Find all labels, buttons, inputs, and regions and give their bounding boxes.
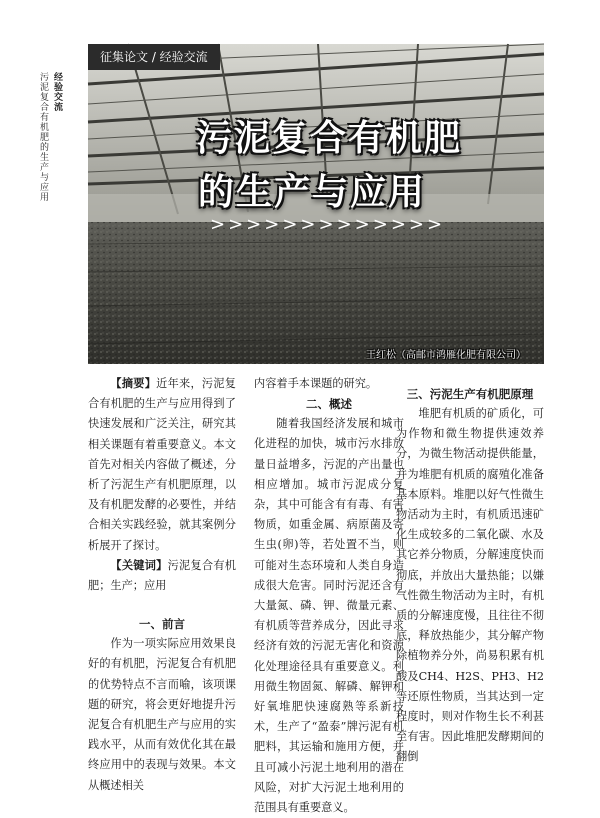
- abstract-label: 【摘要】: [110, 377, 157, 390]
- keywords-label: 【关键词】: [110, 558, 168, 572]
- category-tag: 征集论文 / 经验交流: [88, 44, 220, 70]
- text-column-2: [254, 374, 404, 818]
- section-heading-overview: 二、概述: [306, 397, 352, 412]
- section-heading-intro: 一、前言: [139, 617, 185, 632]
- abstract-text: 近年来，污泥复合有机肥的生产与应用得到了快速发展和广泛关注，研究其相关课题有着重要意义。本文首先对相关内容做了概述，分析了污泥生产有机肥原理，以及有机肥发酵的必要性，并结合相关实践经验，就其案例分析展开了探讨。: [88, 377, 236, 552]
- hero-image: [88, 44, 544, 364]
- principle-paragraph: 堆肥有机质的矿质化，可为作物和微生物提供速效养分，为微生物活动提供能量，并为堆肥有机质的腐殖化准备基本原料。堆肥以好气性微生物活动为主时，有机质迅速矿化生成较多的二氧化碳、水及其它养分物质，分解速度快而彻底，并放出大量热能；以嫌气性微生物活动为主时，有机质的分解速度慢，且往往不彻底，释放热能少，其分解产物除植物养分外，尚易积累有机酸及CH4、H2S、PH3、H2等还原性物质，当其达到一定程度时，则对作物生长不利甚至有害。因此堆肥发酵期间的翻倒: [396, 407, 544, 764]
- text-column-1: [88, 374, 236, 796]
- abstract-paragraph: [88, 374, 236, 556]
- keywords-paragraph: [88, 556, 236, 596]
- side-tab-section: 经验交流: [52, 72, 62, 112]
- article-title-line-2: 的生产与应用: [198, 172, 427, 213]
- arrow-decoration: >>>>>>>>>>>>>: [210, 214, 446, 235]
- overview-paragraph: 随着我国经济发展和城市化进程的加快，城市污水排放量日益增多，污泥的产出量也相应增加。城市污泥成分复杂，其中可能含有有毒、有害物质，如重金属、病原菌及寄生虫(卵)等，若处置不当，则可能对生态环境和人类自身造成很大危害。同时污泥还含有大量氮、磷、钾、微量元素、有机质等营养成分，因此寻求经济有效的污泥无害化和资源化处理途径具有重要意义。利用微生物固氮、解磷、解钾和好氧堆肥快速腐熟等系新技术，生产了“盈泰”牌污泥有机肥料，其运输和施用方便，并且可减小污泥土地利用的潜在风险，对扩大污泥土地利用的范围具有重要意义。: [254, 417, 404, 815]
- intro-paragraph: 作为一项实际应用效果良好的有机肥，污泥复合有机肥的优势特点不言而喻，该项课题的研究，将会更好地提升污泥复合有机肥生产与应用的实践水平，从而有效优化其在最终应用中的表现与效果。本文从概述相关: [88, 637, 236, 792]
- side-tab: [38, 72, 64, 202]
- article-title-line-1: 污泥复合有机肥: [196, 118, 463, 159]
- section-heading-principle: 三、污泥生产有机肥原理: [406, 387, 534, 401]
- text-column-3: [396, 384, 544, 768]
- keywords-text: 污泥复合有机肥；生产；应用: [88, 558, 236, 593]
- intro-paragraph-continued: 内容着手本课题的研究。: [254, 377, 378, 390]
- side-tab-running-title: 污泥复合有机肥的生产与应用: [38, 72, 48, 202]
- author-byline: 王红松（高邮市鸿雁化肥有限公司）: [366, 350, 526, 361]
